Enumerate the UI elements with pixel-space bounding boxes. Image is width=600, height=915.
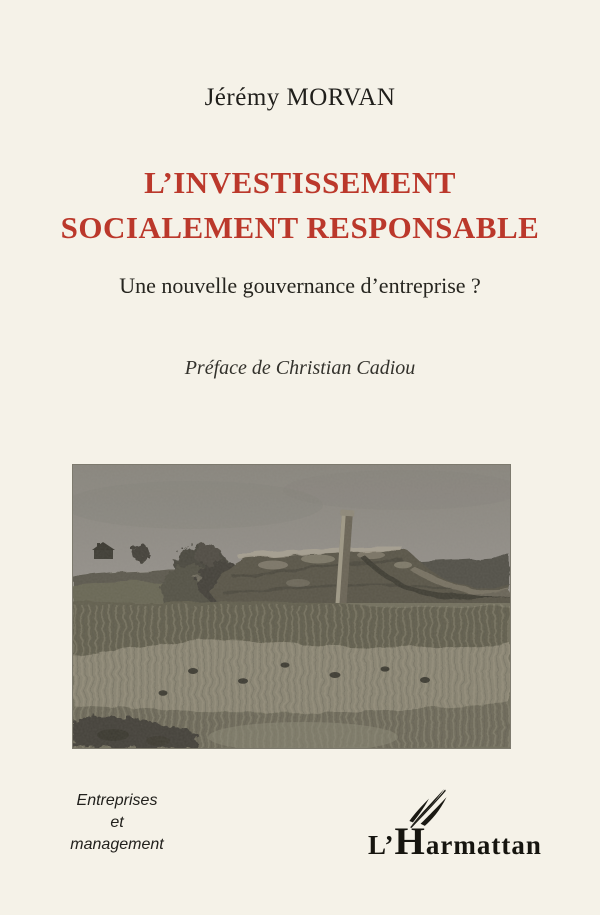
- series-line-1: Entreprises: [76, 792, 158, 809]
- preface-credit: Préface de Christian Cadiou: [184, 357, 416, 379]
- series-label: [52, 790, 182, 856]
- series-line-2: et: [110, 814, 124, 831]
- boat-painting-svg: [73, 465, 510, 748]
- book-subtitle: Une nouvelle gouvernance d’entreprise ?: [119, 273, 481, 298]
- publisher-rest: armattan: [425, 830, 542, 860]
- publisher-initial: H: [394, 820, 426, 863]
- title-line-1: L’INVESTISSEMENT: [144, 165, 456, 200]
- grain-texture: [73, 465, 510, 748]
- publisher-logo: [368, 806, 558, 870]
- title-line-2: SOCIALEMENT RESPONSABLE: [60, 210, 540, 245]
- cover-illustration-boat-painting: [73, 465, 510, 748]
- author-name: Jérémy MORVAN: [204, 84, 396, 111]
- publisher-prefix: L’: [368, 830, 395, 860]
- publisher-name: [368, 819, 542, 864]
- series-line-3: management: [70, 836, 164, 853]
- book-title: [0, 160, 600, 250]
